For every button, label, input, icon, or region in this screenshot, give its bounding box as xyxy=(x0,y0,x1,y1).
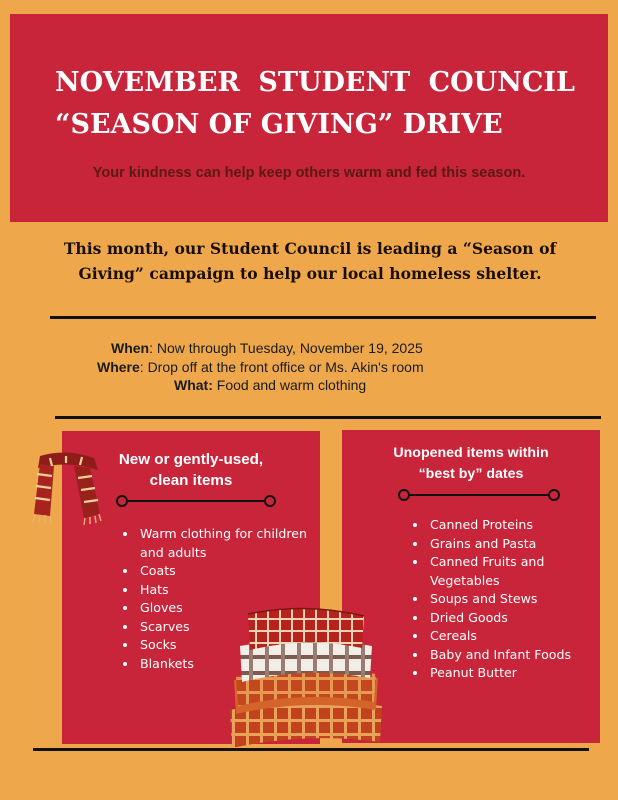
list-item: • Canned Fruits and Vegetables xyxy=(428,553,608,590)
list-item: • Dried Goods xyxy=(428,609,608,628)
what-value: Food and warm clothing xyxy=(212,377,367,393)
where-value: : Drop off at the front office or Ms. Akin's room xyxy=(139,358,424,375)
right-panel-heading xyxy=(342,443,600,485)
left-heading-line2: clean items xyxy=(149,472,233,489)
list-item: • Socks xyxy=(138,636,318,655)
detail-when xyxy=(111,339,423,358)
scarf-icon xyxy=(28,446,106,526)
detail-where xyxy=(97,358,424,377)
page-title xyxy=(55,62,575,146)
title-line-2: “SEASON OF GIVING” DRIVE xyxy=(55,109,503,140)
list-item: • Gloves xyxy=(138,599,318,618)
left-heading-line1: New or gently-used, xyxy=(118,451,264,468)
list-item: • Canned Proteins xyxy=(428,516,608,535)
right-item-list xyxy=(410,516,608,683)
list-item: • Warm clothing for children and adults xyxy=(138,525,318,562)
list-item: • Hats xyxy=(138,581,318,600)
title-word-3: COUNCIL xyxy=(428,67,575,98)
right-heading-line2: “best by” dates xyxy=(418,466,524,482)
right-heading-line1: Unopened items within xyxy=(393,445,549,461)
where-label: Where xyxy=(97,358,140,375)
title-word-1: NOVEMBER xyxy=(55,67,240,98)
detail-what xyxy=(174,376,366,395)
list-item: • Baby and Infant Foods xyxy=(428,646,608,665)
list-item: • Grains and Pasta xyxy=(428,535,608,554)
list-item: • Cereals xyxy=(428,627,608,646)
divider-middle xyxy=(55,416,601,419)
list-item: • Scarves xyxy=(138,618,318,637)
when-value: : Now through Tuesday, November 19, 2025 xyxy=(149,340,423,356)
list-item: • Coats xyxy=(138,562,318,581)
when-label: When xyxy=(111,340,150,356)
tagline: Your kindness can help keep others warm and fed this season. xyxy=(92,165,526,181)
list-item: • Blankets xyxy=(138,655,318,674)
right-connector xyxy=(398,489,560,501)
divider-top xyxy=(50,316,596,319)
intro-text: This month, our Student Council is leading a “Season of Giving” campaign to help our local homeless shelter. xyxy=(63,239,557,283)
left-connector xyxy=(116,495,276,507)
title-word-2: STUDENT xyxy=(258,67,411,98)
what-label: What: xyxy=(174,377,213,393)
blankets-icon xyxy=(226,602,386,750)
list-item: • Peanut Butter xyxy=(428,664,608,683)
list-item: • Soups and Stews xyxy=(428,590,608,609)
